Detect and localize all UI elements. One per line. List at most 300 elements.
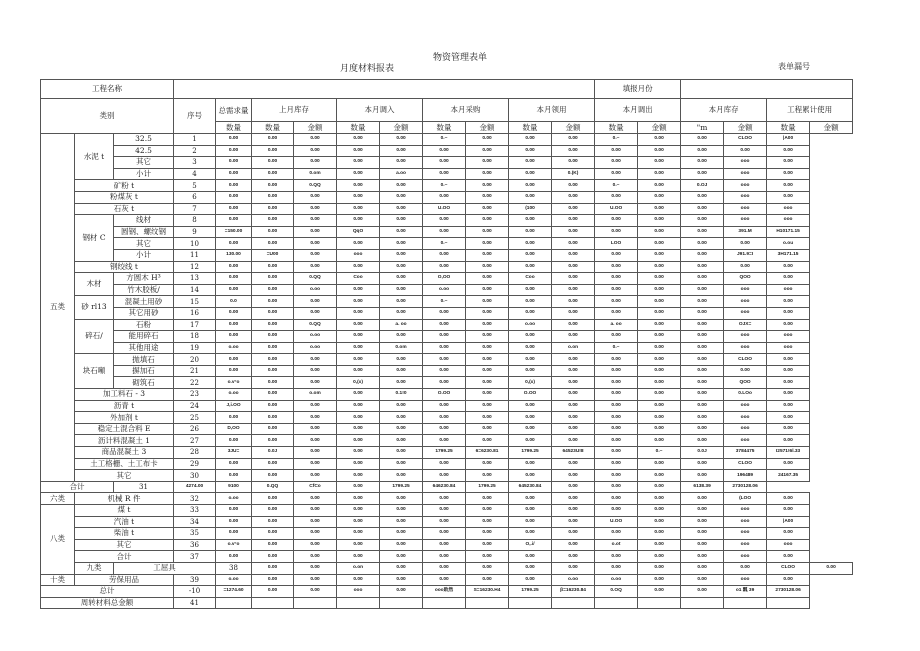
value-cell: 0.00	[638, 319, 681, 331]
value-cell: 0.00	[294, 296, 337, 308]
value-cell: 0.00	[767, 180, 810, 192]
value-cell: 0.00	[552, 331, 595, 343]
value-cell: 0.00	[423, 412, 466, 424]
value-cell: 0.00	[552, 284, 595, 296]
value-cell: 0.00	[380, 470, 423, 482]
value-cell: 0.00	[252, 307, 294, 319]
category-cell: 钢材 C	[75, 215, 114, 261]
value-cell: 0.~	[423, 238, 466, 250]
value-cell: 0.00	[423, 226, 466, 238]
value-cell: O,.i/	[509, 539, 552, 551]
value-cell: 0.00	[767, 365, 810, 377]
table-row	[41, 539, 853, 551]
value-cell: 0.0	[216, 296, 252, 308]
value-cell: 0.00	[509, 354, 552, 366]
value-cell: 0.00	[294, 365, 337, 377]
value-cell: 0.00	[337, 168, 380, 180]
value-cell: 0.00	[767, 574, 810, 586]
value-cell: 0.00	[423, 168, 466, 180]
value-cell: 0.00	[552, 307, 595, 319]
value-cell: 0.00	[638, 296, 681, 308]
table-row	[41, 342, 853, 354]
seq-cell: 7	[174, 203, 216, 215]
value-cell: 0.00	[294, 157, 337, 169]
value-cell: 0.00	[509, 562, 552, 574]
value-cell: 0.00	[466, 365, 509, 377]
sub-header: 数量	[252, 122, 294, 134]
value-cell: 0.00	[466, 423, 509, 435]
value-cell: 0.00	[216, 516, 252, 528]
table-row	[41, 180, 853, 192]
value-cell: 0.00	[252, 145, 294, 157]
value-cell: 0.00	[423, 157, 466, 169]
seq-cell: 36	[174, 539, 216, 551]
sub-header: 数量	[216, 122, 252, 134]
table-row	[41, 331, 853, 343]
table-row	[41, 562, 853, 574]
value-cell: 0.00	[681, 389, 724, 401]
value-cell: J,i.OO	[216, 400, 252, 412]
value-cell: D,OO	[216, 423, 252, 435]
value-cell: 0.00	[509, 516, 552, 528]
value-cell: ooo	[724, 180, 767, 192]
value-cell: 0.00	[294, 505, 337, 517]
table-row	[41, 284, 853, 296]
group-header: 本月库存	[681, 99, 767, 122]
value-cell: (100	[509, 203, 552, 215]
category-cell: 其它	[114, 238, 174, 250]
value-cell: ooo	[767, 539, 810, 551]
value-cell: 0.00	[681, 273, 724, 285]
seq-cell: 4	[174, 168, 216, 180]
value-cell: 0.00	[681, 505, 724, 517]
value-cell: 0.00	[423, 562, 466, 574]
value-cell: ooo	[724, 412, 767, 424]
value-cell: o.oo	[294, 331, 337, 343]
value-cell: 0.00	[337, 331, 380, 343]
value-cell: 0.00	[380, 539, 423, 551]
value-cell: 0.00	[337, 516, 380, 528]
value-cell: 0.00	[552, 423, 595, 435]
value-cell	[681, 597, 724, 609]
value-cell: OJX=	[724, 319, 767, 331]
value-cell: 0.00	[380, 191, 423, 203]
value-cell: 0.00	[423, 319, 466, 331]
value-cell: 0.00	[294, 203, 337, 215]
value-cell: 0.00	[466, 412, 509, 424]
project-name-value[interactable]	[174, 80, 595, 99]
category-cell: 小计	[114, 168, 174, 180]
category-cell: 方圆木 H³	[114, 273, 174, 285]
value-cell: 0.00	[337, 191, 380, 203]
value-cell: 0.00	[337, 134, 380, 146]
value-cell: 0.00	[552, 354, 595, 366]
value-cell: 0,(x)	[509, 377, 552, 389]
value-cell	[423, 597, 466, 609]
value-cell: 0,(x)	[337, 377, 380, 389]
value-cell: 0.00	[252, 423, 294, 435]
value-cell: 0.00	[681, 226, 724, 238]
value-cell: 0.00	[294, 238, 337, 250]
value-cell: 0.00	[294, 562, 337, 574]
value-cell: 0.00	[509, 528, 552, 540]
value-cell	[509, 597, 552, 609]
value-cell: S=16230.H4	[466, 586, 509, 598]
seq-cell: 38	[216, 562, 252, 574]
value-cell: 0.00	[294, 458, 337, 470]
value-cell: 0.00	[380, 261, 423, 273]
value-cell: 0.00	[252, 389, 294, 401]
value-cell: 391.M	[724, 226, 767, 238]
value-cell: 0.00	[423, 551, 466, 563]
category-cell: 沥计料混凝土 1	[75, 435, 174, 447]
value-cell: CLOO	[767, 562, 810, 574]
seq-cell: 22	[174, 377, 216, 389]
table-row	[41, 319, 853, 331]
value-cell: 0.1!0	[380, 389, 423, 401]
value-cell: 6138.39	[681, 481, 724, 493]
seq-cell: 14	[174, 284, 216, 296]
table-row	[41, 226, 853, 238]
fill-month-value[interactable]	[681, 80, 853, 99]
value-cell: 0.00	[380, 551, 423, 563]
value-cell: 0.00	[466, 157, 509, 169]
value-cell: 0.00	[681, 307, 724, 319]
value-cell: 0.00	[638, 574, 681, 586]
seq-cell: 15	[174, 296, 216, 308]
value-cell: 0.00	[552, 191, 595, 203]
value-cell: 0.00	[595, 412, 638, 424]
value-cell: 0.00	[337, 238, 380, 250]
value-cell: o.om	[294, 389, 337, 401]
value-cell: =U00	[252, 249, 294, 261]
value-cell: ooo	[724, 528, 767, 540]
value-cell: 0.00	[681, 412, 724, 424]
value-cell: 0.00	[294, 412, 337, 424]
value-cell: 0.00	[552, 470, 595, 482]
value-cell: 0.00	[552, 238, 595, 250]
value-cell: 0.00	[681, 493, 724, 505]
value-cell: 0.00	[294, 423, 337, 435]
category-cell: 竹木胶板/	[114, 284, 174, 296]
value-cell: 0.00	[380, 157, 423, 169]
value-cell: 0.(K)	[552, 168, 595, 180]
value-cell: 0.00	[595, 215, 638, 227]
table-row	[41, 447, 853, 459]
table-row	[41, 516, 853, 528]
value-cell: 0.00	[552, 273, 595, 285]
value-cell: 646230.84	[423, 481, 466, 493]
table-row	[41, 134, 853, 146]
value-cell: 0.00	[509, 307, 552, 319]
category-cell: 八类	[41, 505, 75, 575]
value-cell: 0.00	[767, 505, 810, 517]
value-cell: 0.00	[552, 562, 595, 574]
value-cell: 0.00	[552, 319, 595, 331]
value-cell: 0.00	[216, 412, 252, 424]
value-cell: 0.00	[466, 458, 509, 470]
value-cell: 0.00	[466, 574, 509, 586]
category-cell: 土工格栅、土工布卡	[75, 458, 174, 470]
table-row	[41, 493, 853, 505]
value-cell: 0.00	[595, 331, 638, 343]
value-cell: 0.00	[724, 145, 767, 157]
value-cell: 0.00	[681, 354, 724, 366]
value-cell: 4274.00	[174, 481, 216, 493]
value-cell: 0.00	[252, 273, 294, 285]
value-cell: 0.00	[337, 435, 380, 447]
value-cell: 0.00	[423, 539, 466, 551]
value-cell: 0.00	[423, 516, 466, 528]
category-cell: 其他用途	[114, 342, 174, 354]
seq-cell: 37	[174, 551, 216, 563]
value-cell: 0.00	[552, 377, 595, 389]
value-cell: 0.00	[509, 284, 552, 296]
value-cell: ooo	[724, 168, 767, 180]
value-cell: 0.00	[681, 423, 724, 435]
value-cell: 0.00	[681, 203, 724, 215]
value-cell: 0.00	[252, 493, 294, 505]
value-cell: |A00	[767, 516, 810, 528]
value-cell: 0.~	[423, 180, 466, 192]
value-cell: QqO	[337, 226, 380, 238]
value-cell: o.v°o	[216, 377, 252, 389]
value-cell: ooo	[724, 342, 767, 354]
value-cell: ooo	[724, 157, 767, 169]
value-cell: 0.00	[294, 261, 337, 273]
value-cell: 0.00	[423, 493, 466, 505]
value-cell: 0.00	[638, 249, 681, 261]
value-cell: 0.00	[595, 458, 638, 470]
value-cell: 0.00	[252, 539, 294, 551]
group-header: 上月库存	[252, 99, 337, 122]
value-cell: 0.00	[337, 423, 380, 435]
table-row	[41, 191, 853, 203]
value-cell: 0.00	[380, 134, 423, 146]
value-cell: 0.00	[638, 168, 681, 180]
value-cell: 0.00	[552, 528, 595, 540]
value-cell: 0.00	[294, 539, 337, 551]
value-cell: 0.00	[380, 423, 423, 435]
value-cell: 0.00	[466, 145, 509, 157]
seq-cell: 28	[174, 447, 216, 459]
sub-header: 金额	[294, 122, 337, 134]
value-cell: ooo	[724, 400, 767, 412]
value-cell: 0.LOo	[724, 389, 767, 401]
value-cell: ooo	[724, 203, 767, 215]
value-cell: 0.00	[681, 528, 724, 540]
value-cell: 0.00	[337, 319, 380, 331]
value-cell: 0.00	[509, 331, 552, 343]
value-cell: 0.00	[294, 493, 337, 505]
value-cell: 0.00	[638, 377, 681, 389]
category-cell: 加工料石 - 3	[75, 389, 174, 401]
value-cell: LOO	[595, 238, 638, 250]
value-cell: 0.00	[216, 145, 252, 157]
table-row	[41, 597, 853, 609]
value-cell: 0.00	[595, 400, 638, 412]
value-cell: 0.00	[252, 551, 294, 563]
value-cell: 0.00	[681, 134, 724, 146]
value-cell: 0.00	[216, 319, 252, 331]
form-number-label: 表单漏号	[778, 62, 810, 71]
table-row	[41, 423, 853, 435]
value-cell: CLOO	[724, 458, 767, 470]
value-cell: U.OO	[423, 203, 466, 215]
table-row	[41, 412, 853, 424]
value-cell: 0.00	[552, 412, 595, 424]
seq-cell: 39	[174, 574, 216, 586]
value-cell: 0.00	[252, 400, 294, 412]
value-cell: =150.00	[216, 226, 252, 238]
seq-cell: 9	[174, 226, 216, 238]
value-cell: 0.00	[337, 551, 380, 563]
value-cell: 0.00	[767, 319, 810, 331]
category-cell: 五类	[41, 134, 75, 482]
value-cell: 0.00	[216, 191, 252, 203]
value-cell: 0.00	[681, 238, 724, 250]
value-cell: 0.00	[337, 528, 380, 540]
value-cell: 0.00	[681, 516, 724, 528]
category-cell: 十类	[41, 574, 75, 586]
value-cell: 0.00	[552, 157, 595, 169]
value-cell: 0.00	[466, 493, 509, 505]
value-cell: 0.00	[681, 145, 724, 157]
value-cell: J91.9=I	[724, 249, 767, 261]
value-cell: 0.~	[423, 296, 466, 308]
value-cell: 0.00	[595, 226, 638, 238]
value-cell: 0.00	[681, 296, 724, 308]
value-cell: 0.00	[380, 528, 423, 540]
value-cell: 0.~	[638, 447, 681, 459]
value-cell: 0.00	[423, 377, 466, 389]
value-cell: I2571!6l.33	[767, 447, 810, 459]
value-cell: ooo	[724, 423, 767, 435]
value-cell: 0.00	[595, 168, 638, 180]
value-cell: 645230.84	[509, 481, 552, 493]
value-cell: 0.00	[767, 157, 810, 169]
value-cell: 0.00	[252, 134, 294, 146]
value-cell: ooo	[724, 516, 767, 528]
value-cell: 0.00	[552, 296, 595, 308]
value-cell: 0.00	[681, 249, 724, 261]
category-cell: 周转材料总金额	[41, 597, 174, 609]
value-cell: o.oo	[423, 284, 466, 296]
value-cell: 0.00	[380, 458, 423, 470]
value-cell: o.oo	[595, 574, 638, 586]
seq-cell: 41	[174, 597, 216, 609]
value-cell: ooo	[724, 215, 767, 227]
category-cell: 小计	[114, 249, 174, 261]
value-cell: 0.00	[337, 284, 380, 296]
value-cell: o.ot	[595, 539, 638, 551]
value-cell: 0.00	[767, 296, 810, 308]
value-cell: β=16230.84	[552, 586, 595, 598]
value-cell: ooo	[724, 307, 767, 319]
category-cell: 砂 rl13	[75, 296, 114, 319]
value-cell: 0.00	[252, 180, 294, 192]
value-cell: 0.00	[681, 400, 724, 412]
value-cell: 0.~	[595, 134, 638, 146]
value-cell: 0.00	[552, 516, 595, 528]
value-cell: 0.00	[252, 586, 294, 598]
value-cell: 0.0J	[681, 447, 724, 459]
value-cell: 0.00	[509, 238, 552, 250]
category-cell: 石粉	[114, 319, 174, 331]
value-cell: 0.00	[509, 168, 552, 180]
value-cell: 0.~	[595, 342, 638, 354]
value-cell: 0.00	[466, 273, 509, 285]
value-cell: 0.00	[252, 168, 294, 180]
value-cell: 0.00	[638, 261, 681, 273]
seq-cell: 34	[174, 516, 216, 528]
category-cell: 钢绞线 t	[75, 261, 174, 273]
value-cell: 0.00	[638, 458, 681, 470]
value-cell: 0.00	[638, 226, 681, 238]
value-cell: o.oo	[509, 319, 552, 331]
value-cell: 0.00	[423, 470, 466, 482]
value-cell: 0.00	[552, 226, 595, 238]
value-cell: 0.00	[552, 203, 595, 215]
value-cell: ooo	[767, 331, 810, 343]
category-cell: 抛填石	[114, 354, 174, 366]
table-row	[41, 261, 853, 273]
value-cell: 0.00	[466, 551, 509, 563]
value-cell: 0.00	[294, 528, 337, 540]
value-cell: 0.00	[294, 400, 337, 412]
value-cell: ooo	[767, 215, 810, 227]
value-cell: 0.00	[638, 354, 681, 366]
value-cell: ooo	[767, 203, 810, 215]
value-cell: 0.00	[466, 470, 509, 482]
value-cell: CfCo	[294, 481, 337, 493]
seq-cell: 16	[174, 307, 216, 319]
value-cell: 0.00	[380, 586, 423, 598]
category-header: 类别	[41, 99, 174, 134]
value-cell: 0.00	[509, 191, 552, 203]
value-cell	[552, 597, 595, 609]
value-cell: 0.00	[681, 168, 724, 180]
value-cell: 1799.25	[466, 481, 509, 493]
value-cell: o.oo	[216, 574, 252, 586]
value-cell: ooo	[767, 342, 810, 354]
value-cell: 0.00	[595, 389, 638, 401]
value-cell: 0.00	[767, 412, 810, 424]
value-cell: 0.00	[423, 400, 466, 412]
value-cell: 0.00	[380, 505, 423, 517]
table-row	[41, 377, 853, 389]
value-cell: 0.00	[252, 412, 294, 424]
category-cell: 沥青 t	[75, 400, 174, 412]
value-cell: 0.00	[216, 505, 252, 517]
value-cell: 0.om	[380, 342, 423, 354]
value-cell: 0.00	[337, 412, 380, 424]
value-cell: 0.00	[252, 377, 294, 389]
value-cell: 0.00	[466, 354, 509, 366]
category-cell: 砌筑石	[114, 377, 174, 389]
value-cell: 0.00	[380, 377, 423, 389]
value-cell: 0.00	[252, 505, 294, 517]
value-cell: 0.~	[423, 134, 466, 146]
value-cell: 0.00	[252, 516, 294, 528]
value-cell	[767, 597, 810, 609]
value-cell: 0.00	[466, 261, 509, 273]
value-cell: 0.00	[724, 562, 767, 574]
value-cell: a.oo	[380, 168, 423, 180]
value-cell: 0.00	[767, 168, 810, 180]
value-cell: 1799.25	[423, 447, 466, 459]
value-cell: 1799.25	[380, 481, 423, 493]
